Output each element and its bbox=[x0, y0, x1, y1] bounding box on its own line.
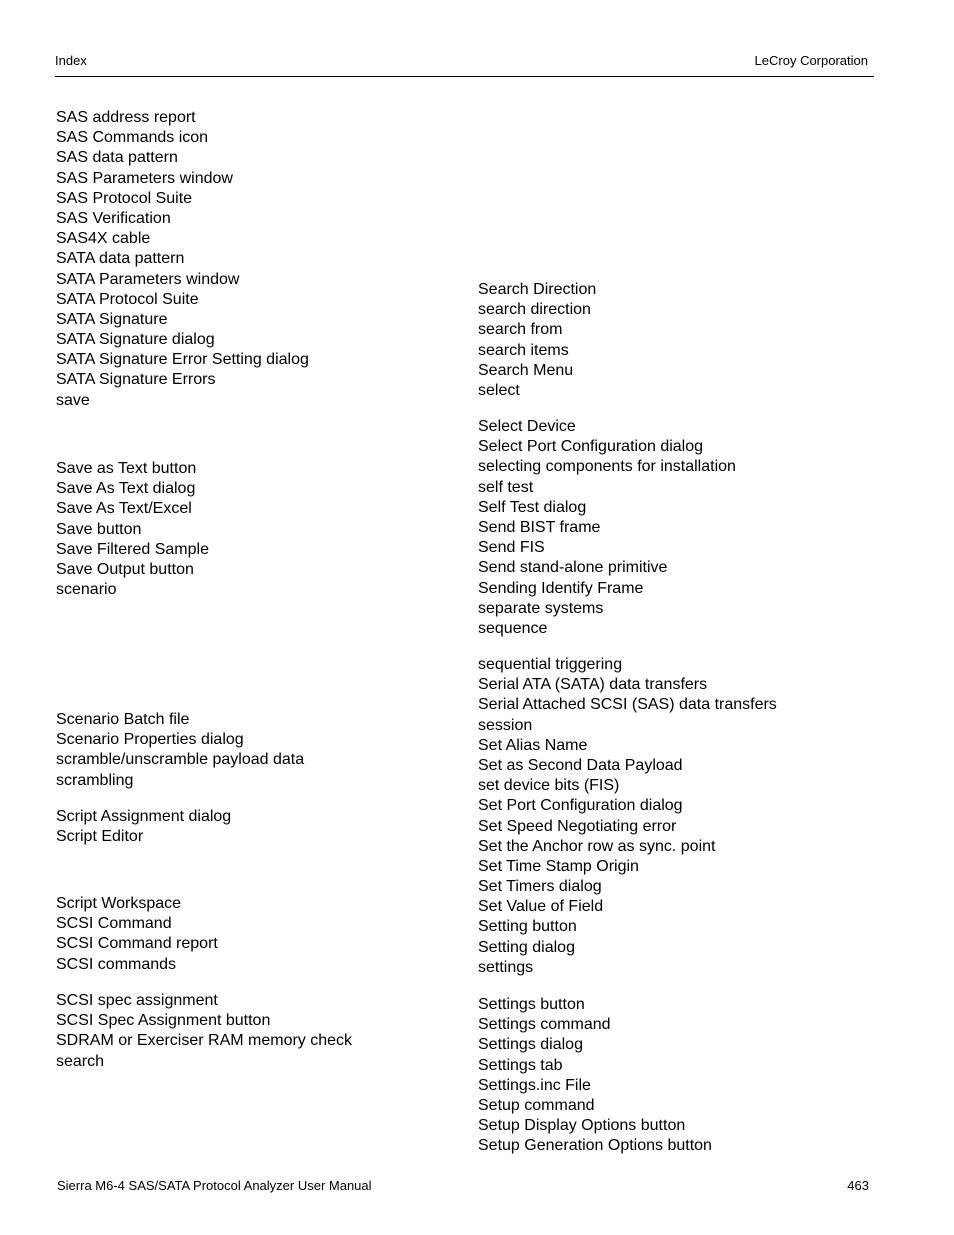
header-company: LeCroy Corporation bbox=[754, 53, 868, 68]
index-entry: SAS Parameters window bbox=[56, 169, 233, 187]
index-entry: Self Test dialog bbox=[478, 498, 587, 516]
index-entry: Set the Anchor row as sync. point bbox=[478, 837, 716, 855]
index-entry: SCSI spec assignment bbox=[56, 992, 218, 1009]
index-entry: Set Time Stamp Origin bbox=[478, 857, 639, 875]
index-entry: Save As Text/Excel bbox=[56, 500, 192, 518]
index-entry: Script Workspace bbox=[56, 895, 182, 912]
index-entry: Script Editor bbox=[56, 828, 144, 846]
index-group bbox=[478, 417, 736, 639]
index-entry: Save Output button bbox=[56, 560, 194, 578]
index-entry: Save as Text button bbox=[56, 460, 197, 477]
index-entry: Serial Attached SCSI (SAS) data transfers bbox=[478, 696, 777, 714]
index-entry: scramble/unscramble payload data bbox=[56, 751, 305, 769]
index-entry: Settings dialog bbox=[478, 1036, 583, 1054]
index-entry: self test bbox=[478, 478, 534, 496]
index-entry: Set as Second Data Payload bbox=[478, 756, 683, 774]
index-entry: Set Port Configuration dialog bbox=[478, 797, 683, 815]
index-entry: SDRAM or Exerciser RAM memory check bbox=[56, 1032, 353, 1050]
index-entry: Settings tab bbox=[478, 1056, 563, 1074]
index-entry: sequence bbox=[478, 619, 548, 637]
index-group bbox=[56, 710, 304, 791]
index-group bbox=[478, 655, 777, 978]
index-entry: Select Device bbox=[478, 418, 576, 435]
index-entry: Script Assignment dialog bbox=[56, 808, 232, 825]
index-entry: Set Speed Negotiating error bbox=[478, 817, 677, 835]
index-entry: settings bbox=[478, 958, 534, 976]
index-group bbox=[478, 995, 712, 1157]
index-entry: Sending Identify Frame bbox=[478, 579, 644, 597]
header-rule bbox=[55, 76, 874, 77]
index-entry: SATA Signature Error Setting dialog bbox=[56, 351, 309, 369]
footer-manual-title: Sierra M6-4 SAS/SATA Protocol Analyzer User Manual bbox=[57, 1178, 372, 1193]
index-entry: Setting button bbox=[478, 918, 577, 936]
index-entry: SATA Signature dialog bbox=[56, 331, 215, 349]
index-group bbox=[56, 894, 218, 975]
index-entry: search from bbox=[478, 321, 563, 339]
header-section-title: Index bbox=[55, 53, 87, 68]
index-entry: Search Menu bbox=[478, 361, 574, 379]
index-entry: Send FIS bbox=[478, 539, 545, 557]
index-entry: Search Direction bbox=[478, 281, 597, 298]
index-entry: session bbox=[478, 716, 533, 734]
index-entry: SCSI Command report bbox=[56, 935, 218, 953]
index-entry: Scenario Batch file bbox=[56, 711, 190, 728]
index-entry: save bbox=[56, 391, 90, 409]
index-entry: SATA Signature bbox=[56, 310, 168, 328]
index-entry: Set Value of Field bbox=[478, 898, 604, 916]
index-entry: separate systems bbox=[478, 599, 604, 617]
index-entry: selecting components for installation bbox=[478, 458, 736, 476]
index-entry: Send BIST frame bbox=[478, 518, 601, 536]
index-entry: SAS Verification bbox=[56, 209, 171, 227]
index-entry: search direction bbox=[478, 301, 591, 319]
index-entry: scrambling bbox=[56, 771, 134, 789]
index-entry: scenario bbox=[56, 581, 117, 599]
footer-page-number: 463 bbox=[847, 1178, 869, 1193]
index-group bbox=[478, 280, 596, 401]
index-entry: SAS4X cable bbox=[56, 230, 151, 248]
index-entry: Settings button bbox=[478, 996, 585, 1013]
index-entry: search items bbox=[478, 341, 569, 359]
index-entry: SAS data pattern bbox=[56, 149, 178, 167]
index-entry: SAS Protocol Suite bbox=[56, 189, 193, 207]
index-entry: sequential triggering bbox=[478, 656, 623, 673]
index-group bbox=[56, 991, 352, 1072]
index-group bbox=[56, 459, 209, 600]
index-entry: SCSI Spec Assignment button bbox=[56, 1012, 271, 1030]
index-entry: Setup Display Options button bbox=[478, 1117, 686, 1135]
index-entry: Scenario Properties dialog bbox=[56, 731, 244, 749]
index-entry: SCSI commands bbox=[56, 955, 177, 973]
index-entry: select bbox=[478, 381, 520, 399]
index-entry: Send stand-alone primitive bbox=[478, 559, 668, 577]
index-entry: SATA Protocol Suite bbox=[56, 290, 199, 308]
index-entry: search bbox=[56, 1052, 105, 1070]
index-group bbox=[56, 108, 309, 411]
index-entry: Set Timers dialog bbox=[478, 878, 602, 896]
index-entry: Save Filtered Sample bbox=[56, 540, 209, 558]
index-entry: Settings.inc File bbox=[478, 1076, 591, 1094]
index-entry: Select Port Configuration dialog bbox=[478, 438, 704, 456]
index-group bbox=[56, 807, 231, 847]
index-entry: Setup command bbox=[478, 1096, 595, 1114]
index-entry: SATA Parameters window bbox=[56, 270, 240, 288]
index-entry: SAS Commands icon bbox=[56, 129, 209, 147]
index-entry: Save As Text dialog bbox=[56, 480, 196, 498]
index-entry: SATA data pattern bbox=[56, 250, 185, 268]
index-entry: SCSI Command bbox=[56, 915, 172, 933]
index-entry: Setup Generation Options button bbox=[478, 1137, 712, 1155]
index-entry: set device bits (FIS) bbox=[478, 777, 620, 795]
index-entry: Set Alias Name bbox=[478, 736, 588, 754]
index-entry: Serial ATA (SATA) data transfers bbox=[478, 676, 708, 694]
index-entry: Settings command bbox=[478, 1016, 611, 1034]
index-entry: SATA Signature Errors bbox=[56, 371, 216, 389]
index-entry: Save button bbox=[56, 520, 142, 538]
index-entry: Setting dialog bbox=[478, 938, 575, 956]
index-entry: SAS address report bbox=[56, 109, 196, 126]
